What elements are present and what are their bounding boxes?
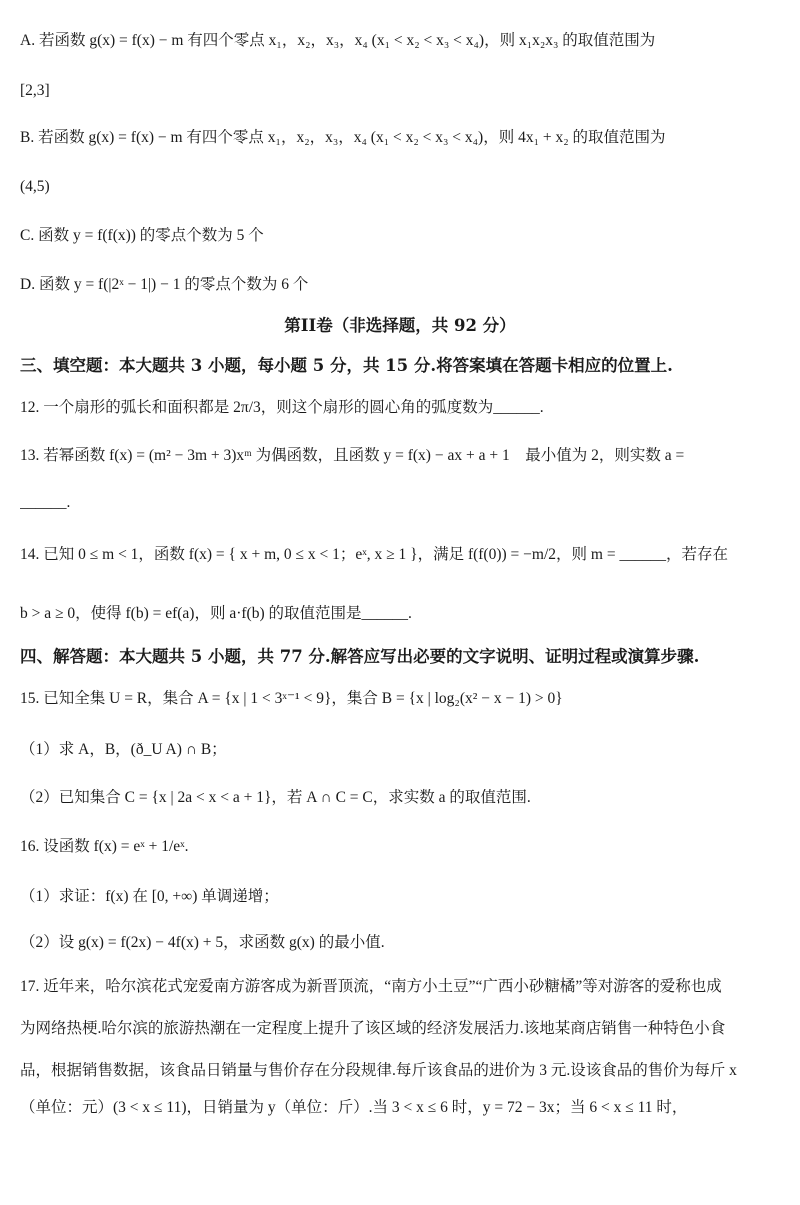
question-16-part-2: （2）设 g(x) = f(2x) − 4f(x) + 5，求函数 g(x) 的最小值. xyxy=(20,934,385,951)
question-17-line-1: 17. 近年来，哈尔滨花式宠爱南方游客成为新晋顶流，“南方小土豆”“广西小砂糖橘”等对游客的爱称也成 xyxy=(20,978,722,995)
question-16-part-1: （1）求证：f(x) 在 [0, +∞) 单调递增； xyxy=(20,888,279,905)
option-a-text: A. 若函数 g(x) = f(x) − m 有四个零点 x₁，x₂，x₃，x₄ (x₁ < x₂ < x₃ < x₄)，则 x₁x₂x₃ 的取值范围为 xyxy=(20,32,656,49)
question-15-part-1: （1）求 A，B，(ð_U A) ∩ B； xyxy=(20,741,227,758)
question-13-blank: ______. xyxy=(20,494,71,511)
question-15-part-2: （2）已知集合 C = {x | 2a < x < a + 1}，若 A ∩ C = C，求实数 a 的取值范围. xyxy=(20,789,531,806)
question-17-line-3: 品，根据销售数据，该食品日销量与售价存在分段规律.每斤该食品的进价为 3 元.设该食品的售价为每斤 x xyxy=(20,1062,737,1079)
section-four-heading: 四、解答题：本大题共 5 小题，共 77 分.解答应写出必要的文字说明、证明过程或演算步骤. xyxy=(20,647,700,666)
option-a-answer-range: [2,3] xyxy=(20,82,50,99)
option-c-text: C. 函数 y = f(f(x)) 的零点个数为 5 个 xyxy=(20,227,264,244)
question-14-continued: b > a ≥ 0，使得 f(b) = ef(a)，则 a·f(b) 的取值范围是______. xyxy=(20,605,412,622)
option-b-answer-range: (4,5) xyxy=(20,178,50,195)
question-14: 14. 已知 0 ≤ m < 1，函数 f(x) = { x + m, 0 ≤ x < 1；eˣ, x ≥ 1 }，满足 f(f(0)) = −m/2，则 m = ______，若存在 xyxy=(20,546,728,563)
question-16: 16. 设函数 f(x) = eˣ + 1/eˣ. xyxy=(20,838,189,855)
section-three-heading: 三、填空题：本大题共 3 小题，每小题 5 分，共 15 分.将答案填在答题卡相应的位置上. xyxy=(20,356,673,375)
option-b-text: B. 若函数 g(x) = f(x) − m 有四个零点 x₁，x₂，x₃，x₄ (x₁ < x₂ < x₃ < x₄)，则 4x₁ + x₂ 的取值范围为 xyxy=(20,129,666,146)
question-13: 13. 若幂函数 f(x) = (m² − 3m + 3)xᵐ 为偶函数，且函数 y = f(x) − ax + a + 1 最小值为 2，则实数 a = xyxy=(20,447,685,464)
part-two-title: 第II卷（非选择题，共 92 分） xyxy=(284,316,516,335)
question-17-line-4: （单位：元）(3 < x ≤ 11)，日销量为 y（单位：斤）.当 3 < x ≤ 6 时，y = 72 − 3x；当 6 < x ≤ 11 时， xyxy=(20,1099,688,1116)
question-15: 15. 已知全集 U = R，集合 A = {x | 1 < 3ˣ⁻¹ < 9}，集合 B = {x | log₂(x² − x − 1) > 0} xyxy=(20,690,563,707)
question-17-line-2: 为网络热梗.哈尔滨的旅游热潮在一定程度上提升了该区域的经济发展活力.该地某商店销售一种特色小食 xyxy=(20,1020,726,1037)
option-d-text: D. 函数 y = f(|2ˣ − 1|) − 1 的零点个数为 6 个 xyxy=(20,276,309,293)
question-12: 12. 一个扇形的弧长和面积都是 2π/3，则这个扇形的圆心角的弧度数为______. xyxy=(20,399,544,416)
